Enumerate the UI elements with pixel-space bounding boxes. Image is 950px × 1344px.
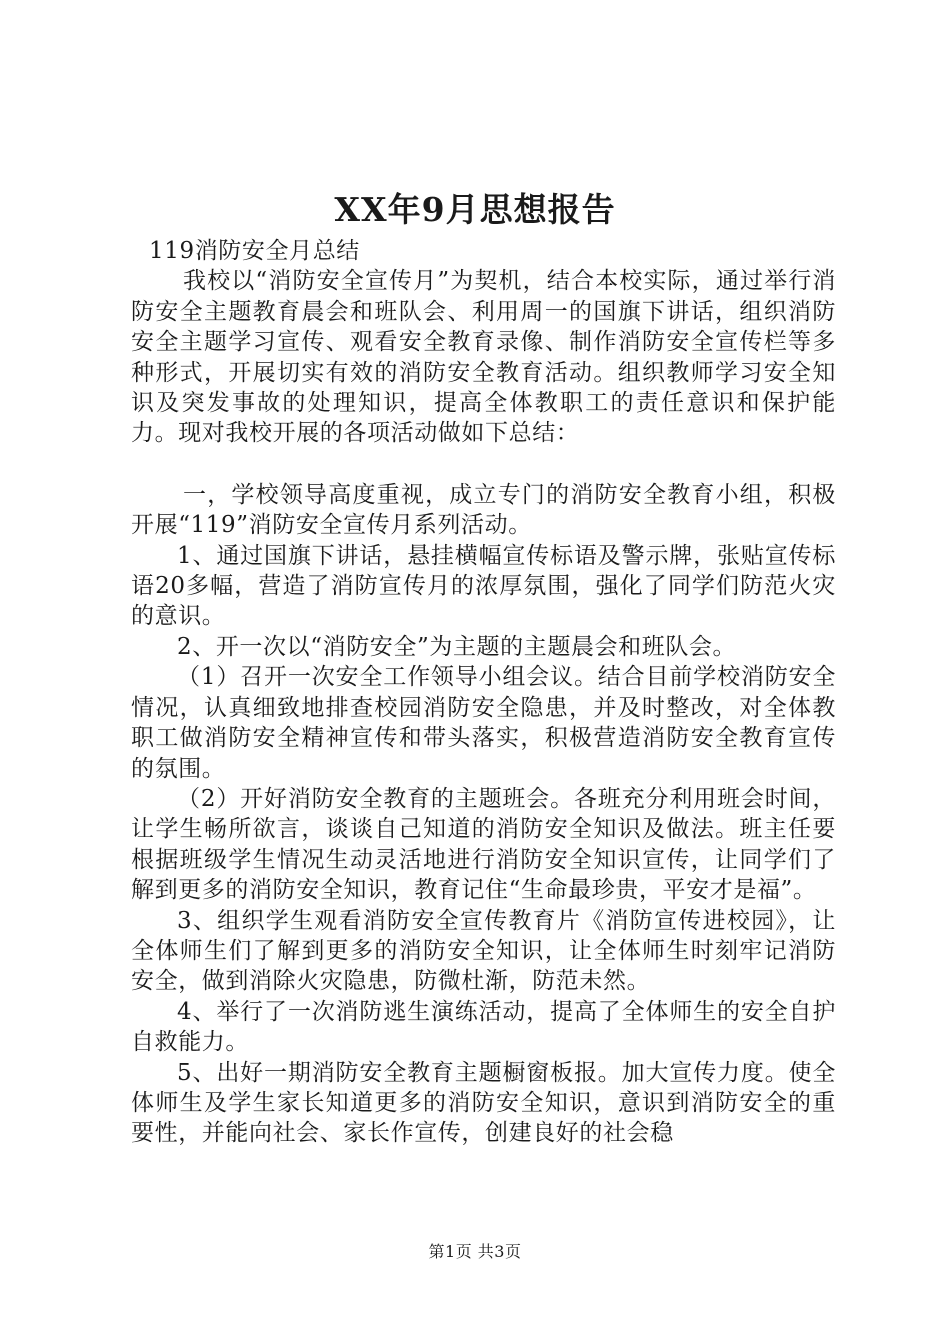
- page-number-footer: 第1页 共3页: [428, 1242, 522, 1261]
- document-subtitle: 119消防安全月总结: [149, 238, 360, 264]
- paragraph: 4、举行了一次消防逃生演练活动，提高了全体师生的安全自护自救能力。: [131, 998, 836, 1056]
- paragraph: （2）开好消防安全教育的主题班会。各班充分利用班会时间，让学生畅所欲言，谈谈自己知道的消防安全知识及做法。班主任要根据班级学生情况生动灵活地进行消防安全知识宣传，让同学们了解到更多的消防安全知识，教育记住“生命最珍贵，平安才是福”。: [131, 785, 836, 904]
- document-body: [131, 236, 836, 1149]
- document-title: XX年9月思想报告: [334, 190, 616, 229]
- paragraph: 一，学校领导高度重视，成立专门的消防安全教育小组，积极开展“119”消防安全宣传月系列活动。: [131, 481, 836, 539]
- paragraph: 5、出好一期消防安全教育主题橱窗板报。加大宣传力度。使全体师生及学生家长知道更多的消防安全知识，意识到消防安全的重要性，并能向社会、家长作宣传，创建良好的社会稳: [131, 1059, 836, 1147]
- paragraph: 我校以“消防安全宣传月”为契机，结合本校实际，通过举行消防安全主题教育晨会和班队会、利用周一的国旗下讲话，组织消防安全主题学习宣传、观看安全教育录像、制作消防安全宣传栏等多种形式，开展切实有效的消防安全教育活动。组织教师学习安全知识及突发事故的处理知识，提高全体教职工的责任意识和保护能力。现对我校开展的各项活动做如下总结：: [131, 268, 836, 447]
- paragraph: 3、组织学生观看消防安全宣传教育片《消防宣传进校园》，让全体师生们了解到更多的消防安全知识，让全体师生时刻牢记消防安全，做到消除火灾隐患，防微杜渐，防范未然。: [131, 907, 836, 995]
- paragraph: （1）召开一次安全工作领导小组会议。结合目前学校消防安全情况，认真细致地排查校园消防安全隐患，并及时整改，对全体教职工做消防安全精神宣传和带头落实，积极营造消防安全教育宣传的氛围。: [131, 664, 836, 782]
- paragraph: 1、通过国旗下讲话，悬挂横幅宣传标语及警示牌，张贴宣传标语20多幅，营造了消防宣传月的浓厚氛围，强化了同学们防范火灾的意识。: [131, 542, 836, 630]
- paragraph: 2、开一次以“消防安全”为主题的主题晨会和班队会。: [177, 633, 737, 660]
